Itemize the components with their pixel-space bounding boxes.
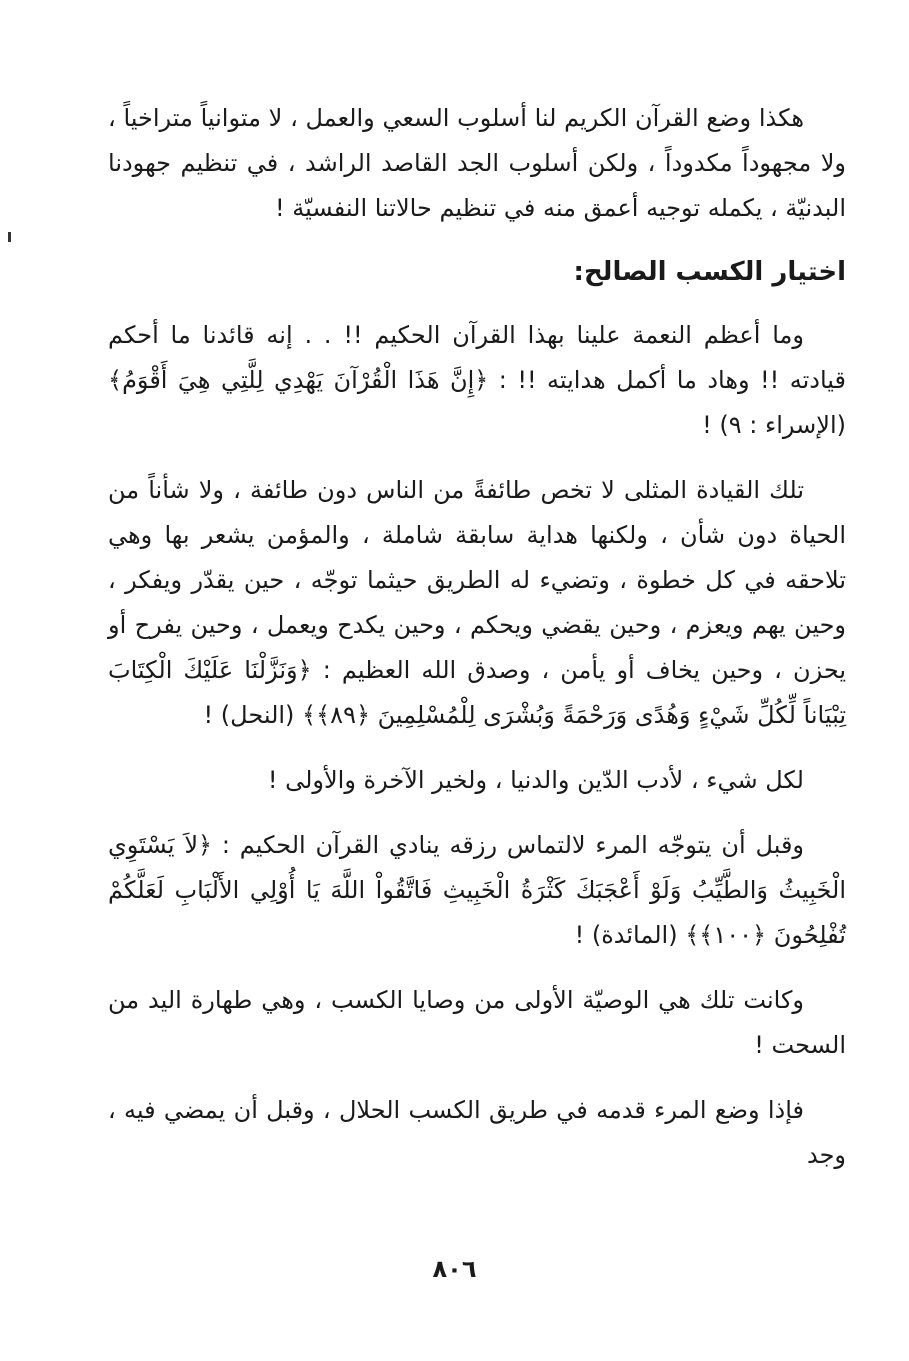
paragraph-intro: هكذا وضع القرآن الكريم لنا أسلوب السعي والعمل ، لا متوانياً متراخياً ، ولا مجهوداً مكدوداً ، ولكن أسلوب الجد القاصد الراشد ، في تنظيم جهودنا البدنيّة ، يكمله توجيه أعمق منه في تنظيم حالاتنا النفسيّة ! xyxy=(108,104,846,222)
paragraph-everything: لكل شيء ، لأدب الدّين والدنيا ، ولخير الآخرة والأولى ! xyxy=(267,766,804,794)
page-number: ٨٠٦ xyxy=(432,1255,477,1283)
paragraph-continuation: فإذا وضع المرء قدمه في طريق الكسب الحلال ، وقبل أن يمضي فيه ، وجد xyxy=(108,1096,846,1169)
paragraph-ideal-leadership: تلك القيادة المثلى لا تخص طائفةً من الناس دون طائفة ، ولا شأناً من الحياة دون شأن ، ولكنها هداية سابقة شاملة ، والمؤمن يشعر بها وهي تلاحقه في كل خطوة ، وتضيء له الطريق حيثما توجّه ، حين يقدّر ويفكر ، وحين يهم ويعزم ، وحين يقضي ويحكم ، وحين يكدح ويعمل ، وحين يفرح أو يحزن ، وحين يخاف أو يأمن ، وصدق الله العظيم : ﴿وَنَزَّلْنَا عَلَيْكَ الْكِتَابَ تِبْيَاناً لِّكُلِّ شَيْءٍ وَهُدًى وَرَحْمَةً وَبُشْرَى لِلْمُسْلِمِينَ ﴿٨٩﴾﴾ (النحل) ! xyxy=(108,476,846,729)
scan-edge-mark xyxy=(8,232,11,242)
paragraph-seeking-livelihood: وقبل أن يتوجّه المرء لالتماس رزقه ينادي القرآن الحكيم : ﴿لاَ يَسْتَوِي الْخَبِيثُ وَالطَّيِّبُ وَلَوْ أَعْجَبَكَ كَثْرَةُ الْخَبِيثِ فَاتَّقُواْ اللَّهَ يَا أُوْلِي الأَلْبَابِ لَعَلَّكُمْ تُفْلِحُونَ ﴿١٠٠﴾﴾ (المائدة) ! xyxy=(108,831,846,949)
paragraph-quran-guidance: وما أعظم النعمة علينا بهذا القرآن الحكيم !! . . إنه قائدنا ما أحكم قيادته !! وهاد ما أكمل هدايته !! : ﴿إِنَّ هَذَا الْقُرْآنَ يَهْدِي لِلَّتِي هِيَ أَقْوَمُ﴾ (الإسراء : ٩) ! xyxy=(108,321,846,439)
paragraph-first-advice: وكانت تلك هي الوصيّة الأولى من وصايا الكسب ، وهي طهارة اليد من السحت ! xyxy=(108,986,846,1059)
section-heading: اختيار الكسب الصالح: xyxy=(573,257,846,287)
page-body xyxy=(108,96,846,1198)
